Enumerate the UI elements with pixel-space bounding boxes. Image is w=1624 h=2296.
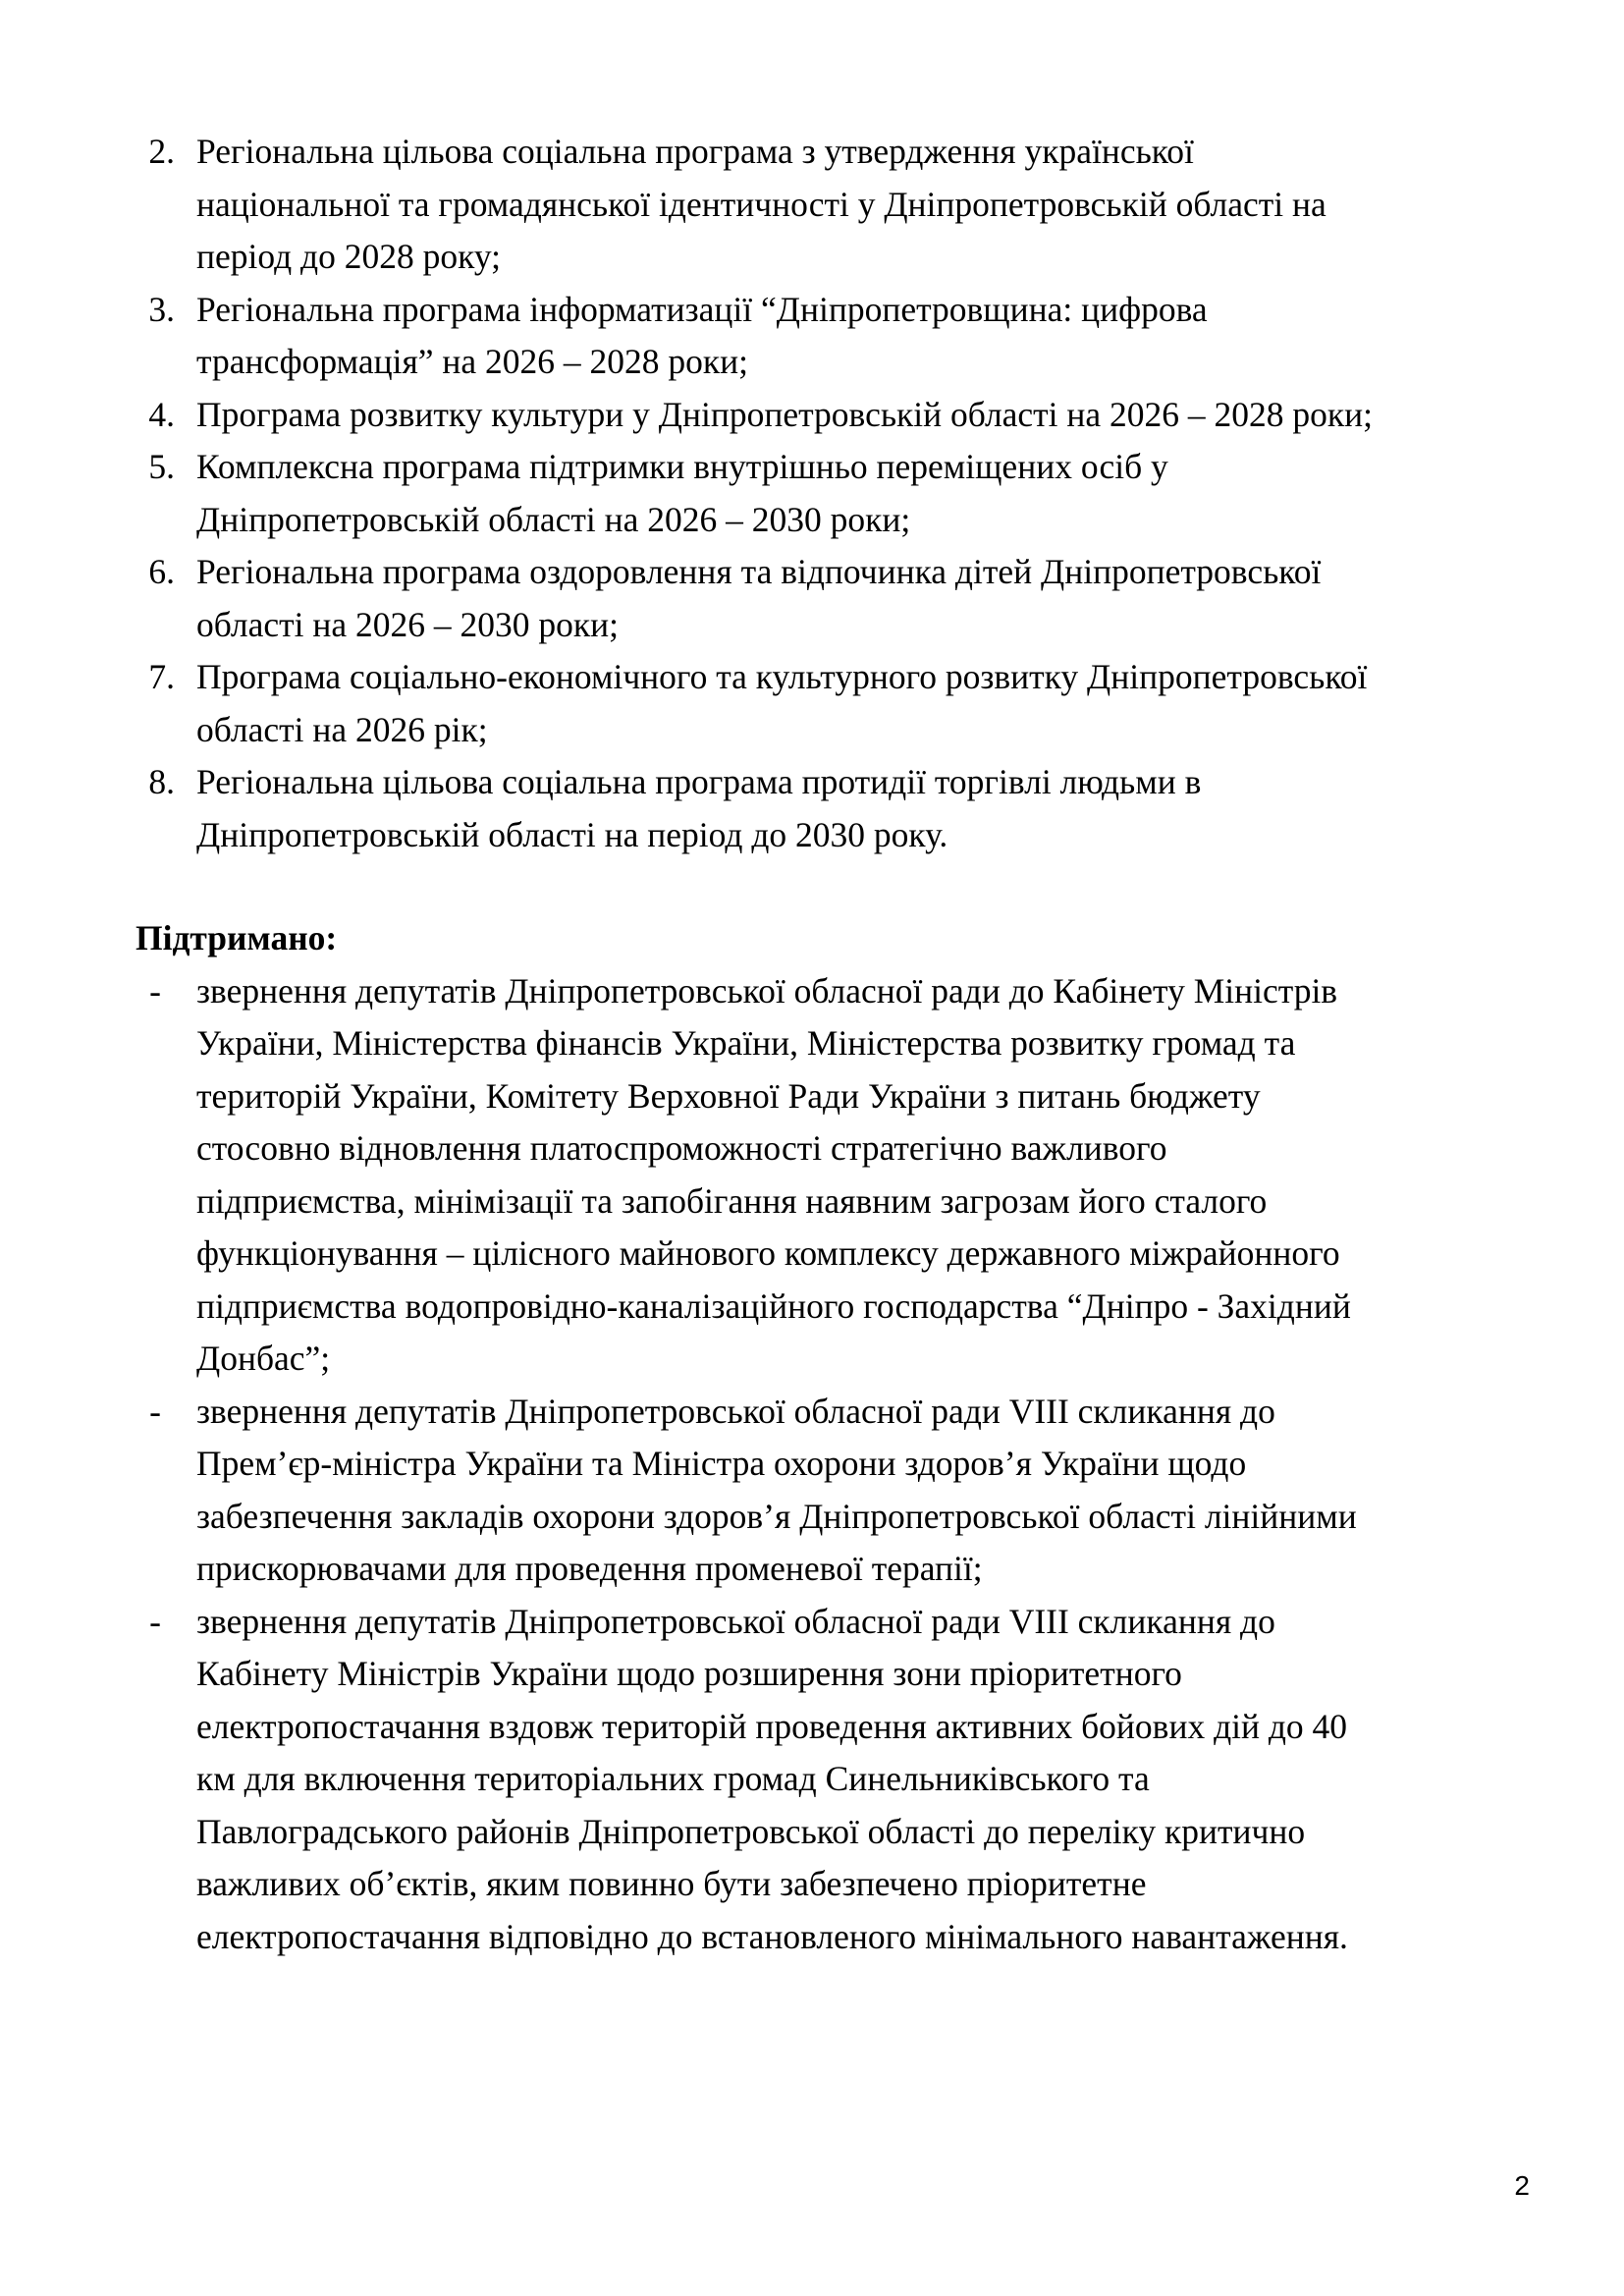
list-item-number: 7. [148, 657, 175, 696]
list-item-text: звернення депутатів Дніпропетровської обласної ради VIII скликання до Кабінету Міністрів України щодо розширення зони пріоритетного електропостачання вздовж територій проведення активних бойових дій до 40 км для включення територіальних громад Синельниківського та Павлоградського районів Дніпропетровської області до переліку критично важливих об’єктів, яким повинно бути забезпечено пріоритетне електропостачання відповідно до встановленого мінімального навантаження. [196, 1601, 1348, 1956]
list-item-text: Програма розвитку культури у Дніпропетровській області на 2026 – 2028 роки; [196, 394, 1374, 434]
programs-numbered-list [135, 126, 1378, 861]
list-item-text: звернення депутатів Дніпропетровської обласної ради VIII скликання до Прем’єр-міністра України та Міністра охорони здоров’я України щодо забезпечення закладів охорони здоров’я Дніпропетровської області лінійними прискорювачами для проведення променевої терапії; [196, 1391, 1357, 1588]
list-item-text: Регіональна цільова соціальна програма з утвердження української національної та громадянської ідентичності у Дніпропетровській області на період до 2028 року; [196, 132, 1326, 276]
list-item-number: 8. [148, 762, 175, 801]
list-item [135, 651, 1378, 756]
list-item-text: Регіональна цільова соціальна програма протидії торгівлі людьми в Дніпропетровській області на період до 2030 року. [196, 762, 1202, 854]
list-item-dash-marker: - [149, 970, 161, 1011]
list-item-text: Регіональна програма інформатизації “Дніпропетровщина: цифрова трансформація” на 2026 – 2028 роки; [196, 289, 1208, 381]
list-item-number: 5. [148, 447, 175, 486]
list-item-text: звернення депутатів Дніпропетровської обласної ради до Кабінету Міністрів України, Міністерства фінансів України, Міністерства розвитку громад та територій України, Комітету Верховної Ради України з питань бюджету стосовно відновлення платоспроможності стратегічно важливого підприємства, мінімізації та запобігання наявним загрозам його сталого функціонування – цілісного майнового комплексу державного міжрайонного підприємства водопровідно-каналізаційного господарства “Дніпро - Західний Донбас”; [196, 970, 1351, 1378]
list-item-number: 4. [148, 394, 175, 434]
list-item [135, 284, 1378, 389]
list-item-text: Програма соціально-економічного та культурного розвитку Дніпропетровської області на 2026 рік; [196, 657, 1368, 749]
list-item-number: 6. [148, 552, 175, 591]
list-item [135, 965, 1378, 1386]
page-content [135, 126, 1378, 1963]
list-item-dash-marker: - [149, 1391, 161, 1431]
list-item-number: 3. [148, 289, 175, 329]
list-item [135, 126, 1378, 284]
list-item [135, 1386, 1378, 1596]
list-item [135, 756, 1378, 861]
supported-dash-list [135, 965, 1378, 1964]
list-item [135, 441, 1378, 546]
supported-heading: Підтримано: [135, 918, 338, 957]
list-item [135, 389, 1378, 442]
page-number: 2 [1514, 2170, 1530, 2201]
list-item [135, 546, 1378, 651]
list-item [135, 1596, 1378, 1964]
list-item-dash-marker: - [149, 1601, 161, 1641]
list-item-text: Комплексна програма підтримки внутрішньо переміщених осіб у Дніпропетровській області на 2026 – 2030 роки; [196, 447, 1168, 539]
list-item-number: 2. [148, 132, 175, 171]
list-item-text: Регіональна програма оздоровлення та відпочинка дітей Дніпропетровської області на 2026 – 2030 роки; [196, 552, 1322, 644]
